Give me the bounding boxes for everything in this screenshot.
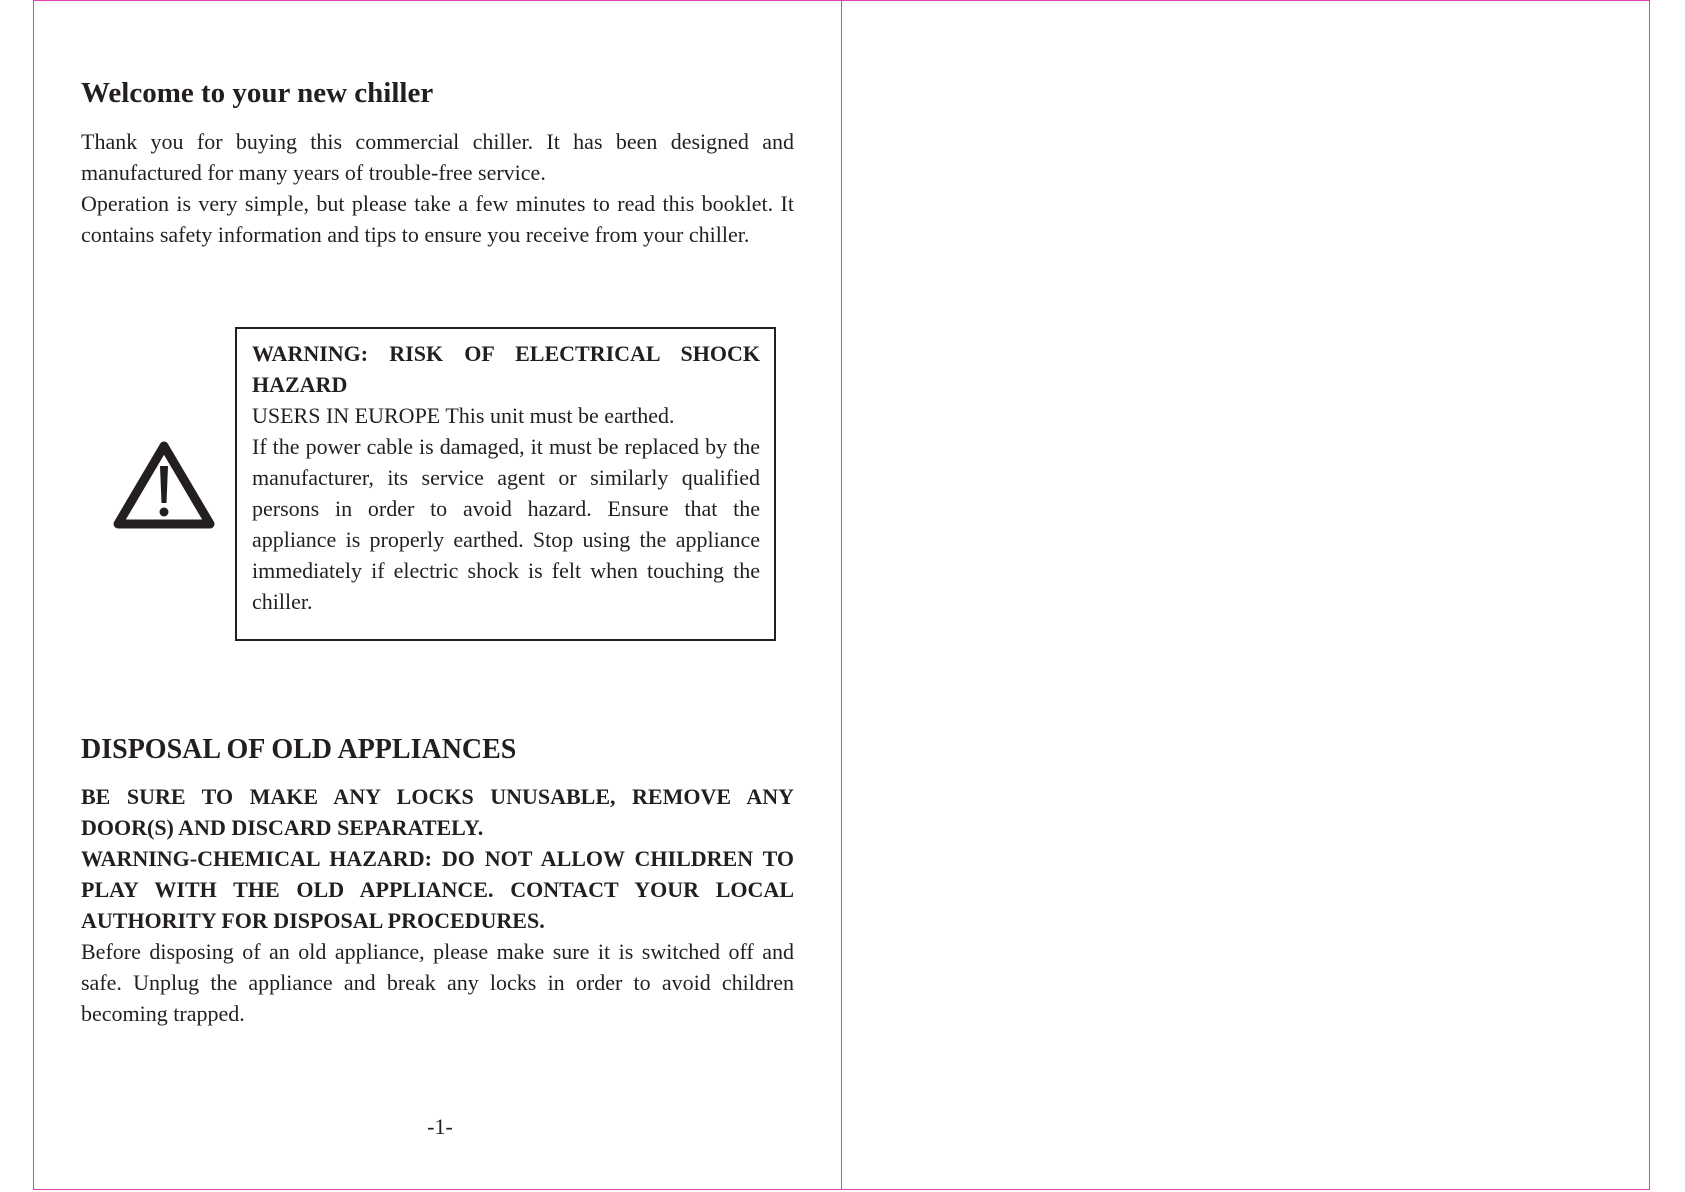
welcome-section — [81, 126, 794, 250]
page-number: -1- — [427, 1114, 453, 1139]
disposal-heading: DISPOSAL OF OLD APPLIANCES — [81, 734, 517, 765]
warning-triangle-icon — [112, 440, 216, 532]
welcome-paragraph-1: Thank you for buying this commercial chiller. It has been designed and manufactured for many years of trouble-free service. — [81, 129, 794, 185]
disposal-paragraph: Before disposing of an old appliance, please make sure it is switched off and safe. Unplug the appliance and break any locks in order to avoid children becoming trapped. — [81, 939, 794, 1026]
welcome-paragraph-2: Operation is very simple, but please take a few minutes to read this booklet. It contains safety information and tips to ensure you receive from your chiller. — [81, 191, 794, 247]
disposal-section — [81, 781, 794, 1029]
chemical-hazard-warning: WARNING-CHEMICAL HAZARD: DO NOT ALLOW CHILDREN TO PLAY WITH THE OLD APPLIANCE. CONTACT YOUR LOCAL AUTHORITY FOR DISPOSAL PROCEDURES. — [81, 846, 794, 933]
warning-line-2: If the power cable is damaged, it must be replaced by the manufacturer, its service agent or similarly qualified persons in order to avoid hazard. Ensure that the appliance is properly earthed. Stop using the appliance immediately if electric shock is felt when touching the chiller. — [252, 434, 760, 614]
warning-line-1: USERS IN EUROPE This unit must be earthed. — [252, 403, 675, 428]
electrical-warning-box — [235, 327, 776, 641]
welcome-heading: Welcome to your new chiller — [81, 77, 434, 109]
disposal-locks-warning: BE SURE TO MAKE ANY LOCKS UNUSABLE, REMOVE ANY DOOR(S) AND DISCARD SEPARATELY. — [81, 784, 794, 840]
right-page-frame — [841, 0, 1650, 1190]
warning-title: WARNING: RISK OF ELECTRICAL SHOCK HAZARD — [252, 341, 760, 397]
